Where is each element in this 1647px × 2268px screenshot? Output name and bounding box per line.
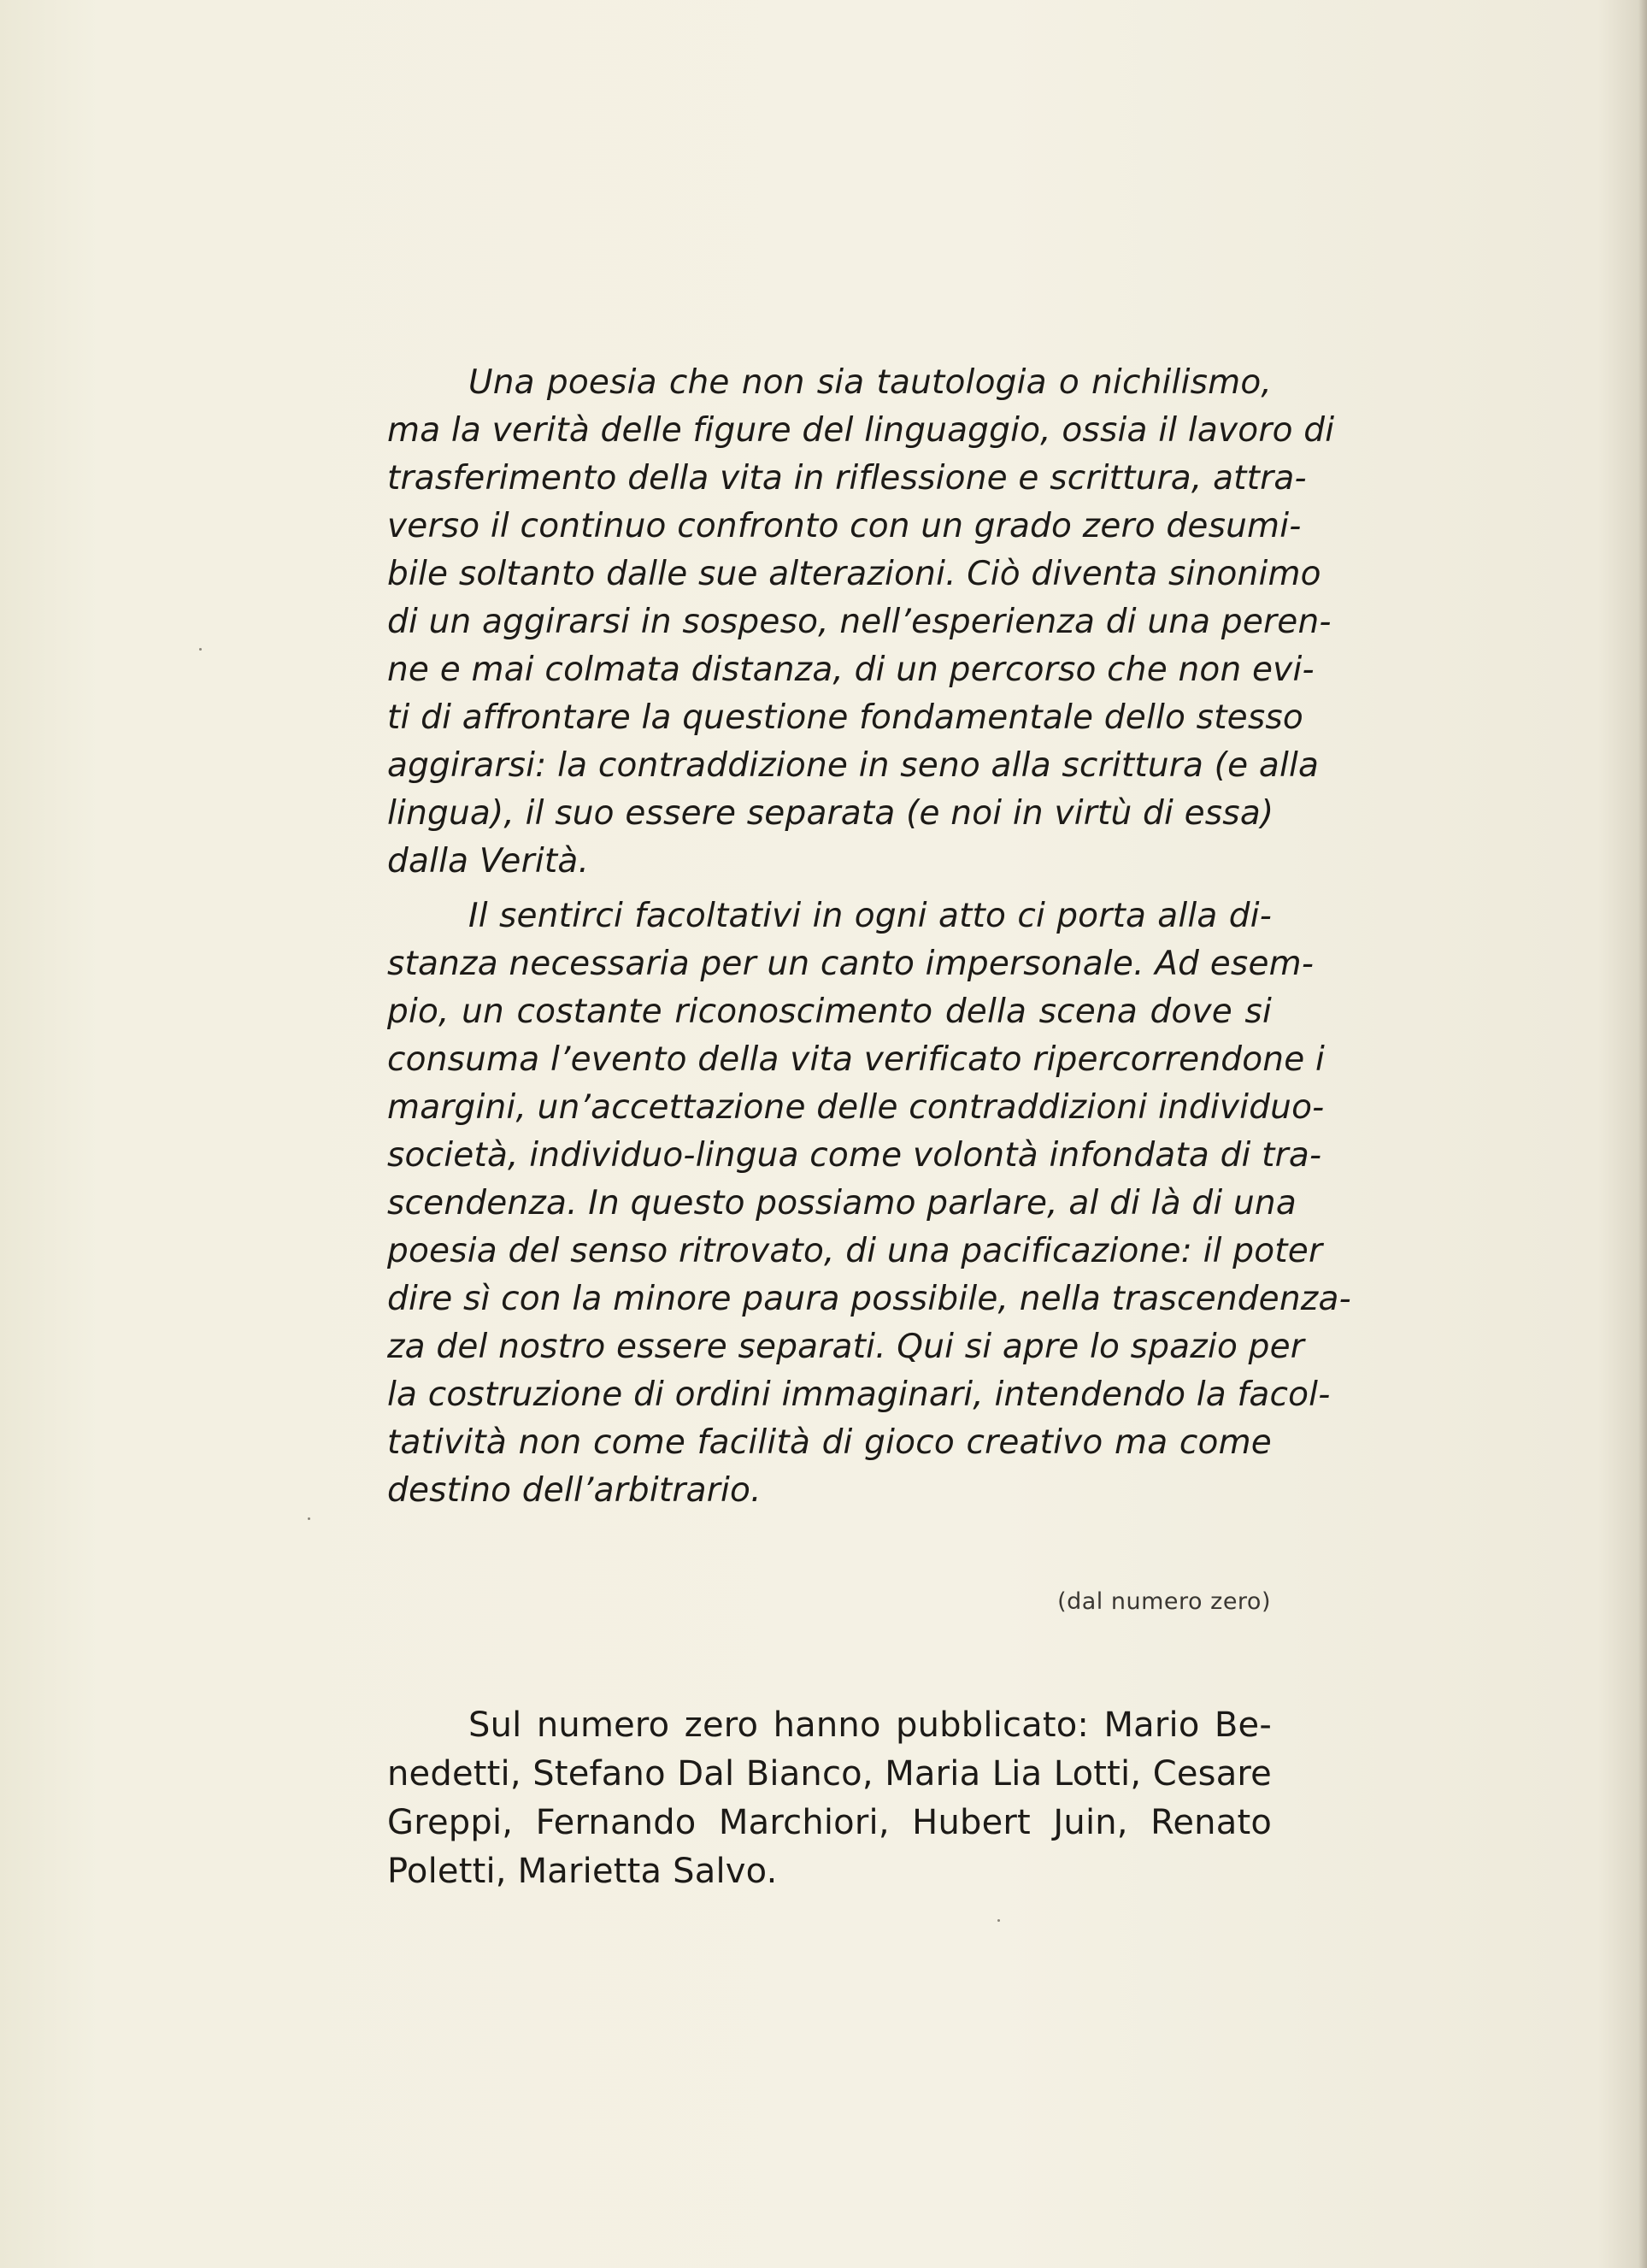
text-line: verso il continuo confronto con un grado zero desumi- xyxy=(387,507,1302,545)
text-line: tatività non come facilità di gioco creativo ma come xyxy=(387,1423,1272,1462)
paper-speck xyxy=(997,1919,1000,1922)
source-note: (dal numero zero) xyxy=(1057,1588,1271,1615)
text-line: bile soltanto dalle sue alterazioni. Ciò diventa sinonimo xyxy=(387,555,1321,593)
text-line: lingua), il suo essere separata (e noi in virtù di essa) xyxy=(387,794,1274,833)
page-edge-shadow xyxy=(1638,0,1647,2268)
text-line: Sul numero zero hanno pubblicato: Mario Be- xyxy=(468,1705,1272,1745)
text-line: stanza necessaria per un canto impersonale. Ad esem- xyxy=(387,945,1315,983)
text-line: società, individuo-lingua come volontà infondata di tra- xyxy=(387,1136,1322,1175)
text-line: ma la verità delle figure del linguaggio, ossia il lavoro di xyxy=(387,411,1335,450)
text-line: ti di affrontare la questione fondamentale dello stesso xyxy=(387,698,1303,737)
text-line: trasferimento della vita in riflessione e scrittura, attra- xyxy=(387,459,1307,498)
text-line: za del nostro essere separati. Qui si apre lo spazio per xyxy=(387,1328,1304,1366)
text-line: dalla Verità. xyxy=(387,842,590,881)
text-line: di un aggirarsi in sospeso, nell’esperienza di una peren- xyxy=(387,603,1332,641)
text-line: ne e mai colmata distanza, di un percorso che non evi- xyxy=(387,651,1315,689)
essay-paragraph-1 xyxy=(387,359,1335,886)
paper-speck xyxy=(308,1517,310,1520)
text-line: scendenza. In questo possiamo parlare, al di là di una xyxy=(387,1184,1297,1222)
text-line: consuma l’evento della vita verificato ripercorrendone i xyxy=(387,1040,1326,1079)
essay-text xyxy=(387,359,1351,1515)
text-line: Poletti, Marietta Salvo. xyxy=(387,1852,778,1891)
text-line: poesia del senso ritrovato, di una pacificazione: il poter xyxy=(387,1232,1323,1270)
text-line: Greppi, Fernando Marchiori, Hubert Juin, Renato xyxy=(387,1803,1272,1842)
text-line: dire sì con la minore paura possibile, nella trascendenza- xyxy=(387,1280,1351,1318)
text-line: nedetti, Stefano Dal Bianco, Maria Lia Lotti, Cesare xyxy=(387,1754,1272,1794)
text-line: Una poesia che non sia tautologia o nichilismo, xyxy=(468,363,1272,402)
text-line: destino dell’arbitrario. xyxy=(387,1471,762,1510)
text-line: la costruzione di ordini immaginari, intendendo la facol- xyxy=(387,1376,1331,1414)
text-line: Il sentirci facoltativi in ogni atto ci porta alla di- xyxy=(468,897,1272,935)
text-line: pio, un costante riconoscimento della scena dove si xyxy=(387,993,1272,1031)
essay-paragraph-2 xyxy=(387,892,1351,1515)
paragraph-gap xyxy=(387,886,1272,892)
text-line: aggirarsi: la contraddizione in seno alla scrittura (e alla xyxy=(387,746,1320,785)
text-line: margini, un’accettazione delle contraddizioni individuo- xyxy=(387,1088,1325,1127)
contributors-paragraph xyxy=(387,1701,1272,1896)
paper-speck xyxy=(199,648,202,651)
